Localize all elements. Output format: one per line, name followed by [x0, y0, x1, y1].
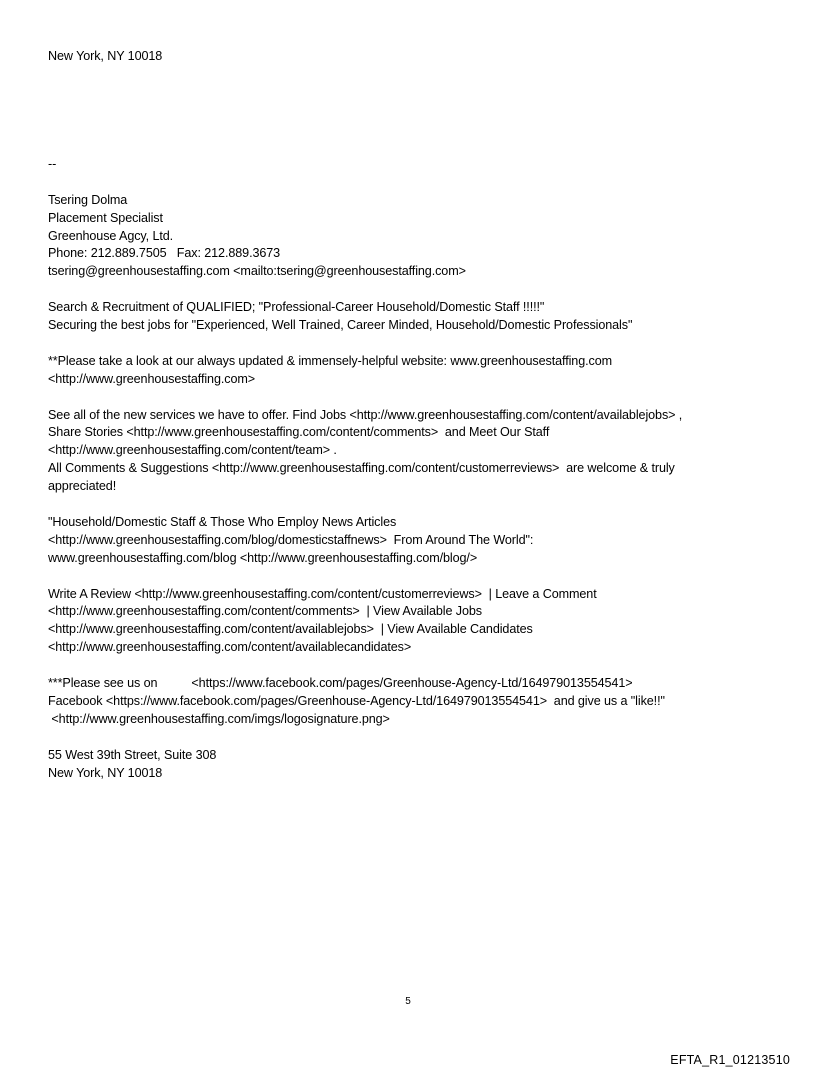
bates-number: EFTA_R1_01213510: [670, 1053, 790, 1067]
header-address: New York, NY 10018: [48, 49, 163, 63]
facebook-line: <http://www.greenhousestaffing.com/imgs/logosignature.png>: [48, 711, 390, 726]
website-line: **Please take a look at our always updated & immensely-helpful website: www.greenhousestaffing.com: [48, 353, 612, 368]
signature-block: [48, 192, 788, 282]
services-line: appreciated!: [48, 479, 117, 494]
signature-phone-fax: Phone: 212.889.7505 Fax: 212.889.3673: [48, 246, 281, 261]
facebook-paragraph: [48, 675, 788, 729]
email-body: [48, 48, 788, 783]
signature-email: tsering@greenhousestaffing.com <mailto:tsering@greenhousestaffing.com>: [48, 264, 466, 279]
links-line: Write A Review <http://www.greenhousestaffing.com/content/customerreviews> | Leave a Comment: [48, 586, 597, 601]
news-line: <http://www.greenhousestaffing.com/blog/domesticstaffnews> From Around The World":: [48, 532, 534, 547]
services-paragraph: [48, 407, 788, 497]
news-paragraph: [48, 514, 788, 568]
footer-address: [48, 747, 788, 783]
facebook-line: Facebook <https://www.facebook.com/pages/Greenhouse-Agency-Ltd/164979013554541> and give us a "like!!": [48, 693, 665, 708]
services-line: Share Stories <http://www.greenhousestaffing.com/content/comments> and Meet Our Staff: [48, 425, 550, 440]
website-paragraph: [48, 353, 788, 389]
tagline-paragraph: [48, 299, 788, 335]
page-number: 5: [405, 996, 411, 1007]
footer-address-line: New York, NY 10018: [48, 765, 163, 780]
signature-separator: --: [48, 156, 57, 171]
footer-address-line: 55 West 39th Street, Suite 308: [48, 747, 217, 762]
signature-name: Tsering Dolma: [48, 192, 128, 207]
signature-company: Greenhouse Agcy, Ltd.: [48, 228, 174, 243]
links-line: <http://www.greenhousestaffing.com/content/availablecandidates>: [48, 640, 412, 655]
facebook-line: ***Please see us on <https://www.facebook.com/pages/Greenhouse-Agency-Ltd/164979013554541>: [48, 676, 633, 691]
services-line: All Comments & Suggestions <http://www.greenhousestaffing.com/content/customerreviews> are welcome & truly: [48, 461, 675, 476]
services-line: See all of the new services we have to offer. Find Jobs <http://www.greenhousestaffing.com/content/availablejobs> ,: [48, 407, 683, 422]
links-line: <http://www.greenhousestaffing.com/content/comments> | View Available Jobs: [48, 604, 483, 619]
links-line: <http://www.greenhousestaffing.com/content/availablejobs> | View Available Candidates: [48, 622, 533, 637]
links-paragraph: [48, 586, 788, 658]
services-line: <http://www.greenhousestaffing.com/content/team> .: [48, 443, 337, 458]
website-line: <http://www.greenhousestaffing.com>: [48, 371, 255, 386]
news-line: "Household/Domestic Staff & Those Who Employ News Articles: [48, 514, 397, 529]
tagline-line: Securing the best jobs for "Experienced, Well Trained, Career Minded, Household/Domestic Professionals": [48, 318, 633, 333]
news-line: www.greenhousestaffing.com/blog <http://www.greenhousestaffing.com/blog/>: [48, 550, 478, 565]
tagline-line: Search & Recruitment of QUALIFIED; "Professional-Career Household/Domestic Staff !!!!!": [48, 300, 545, 315]
signature-title: Placement Specialist: [48, 210, 163, 225]
